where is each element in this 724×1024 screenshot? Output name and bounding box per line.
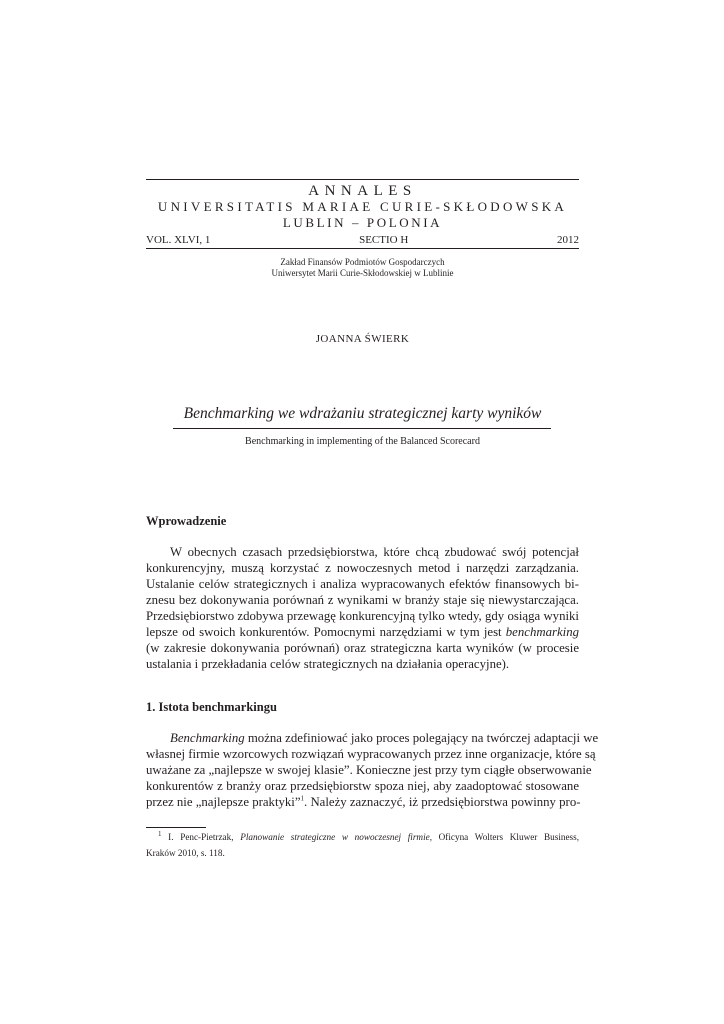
paragraph-line: Ustalanie celów strategicznych i analiza wypracowanych efektów finansowych bi-	[146, 577, 579, 591]
paragraph-line: konkurentów z branży oraz przedsiębiorstw spoza niej, aby zaadoptować stosowane	[146, 779, 579, 793]
footnote-line: Kraków 2010, s. 118.	[146, 848, 225, 858]
footnote-line	[158, 831, 579, 843]
paragraph-line: uważane za „najlepsze w swojej klasie”. Konieczne jest przy tym ciągłe obserwowanie	[146, 763, 592, 777]
paragraph-line: Przedsiębiorstwo zdobywa przewagę konkurencyjną tylko wtedy, gdy osiąga wyniki	[146, 609, 579, 623]
footnote-separator	[146, 827, 206, 828]
title-underline	[173, 428, 551, 429]
footnote-reference[interactable]: 1	[300, 794, 305, 803]
affiliation-line-1: Zakład Finansów Podmiotów Gospodarczych	[280, 257, 445, 267]
section-label: SECTIO H	[359, 234, 409, 246]
author-name: JOANNA ŚWIERK	[315, 333, 410, 345]
journal-name: ANNALES	[308, 183, 417, 199]
paper-subtitle: Benchmarking in implementing of the Balanced Scorecard	[245, 436, 480, 447]
paragraph-line	[146, 794, 579, 810]
paragraph-line: konkurencyjny, muszą korzystać z nowoczesnych metod i narzędzi zarządzania.	[146, 561, 579, 575]
text-run: . Należy zaznaczyć, iż przedsiębiorstwa powinny pro-	[304, 795, 581, 809]
paragraph-line: znesu bez dokonywania porównań z wynikami w branży staje się niewystarczająca.	[146, 593, 579, 607]
paragraph-line: własnej firmie wzorcowych rozwiązań wypracowanych przez inne organizacje, które są	[146, 747, 596, 761]
volume-row	[146, 233, 579, 247]
footnote-number: 1	[158, 829, 162, 838]
section-heading-benchmarking: 1. Istota benchmarkingu	[146, 700, 277, 714]
university-name: UNIVERSITATIS MARIAE CURIE-SKŁODOWSKA	[157, 199, 568, 214]
text-run: przez nie „najlepsze praktyki”	[146, 795, 301, 809]
text-run: I. Penc-Pietrzak,	[161, 832, 241, 842]
paragraph-line: (w zakresie dokonywania porównań) oraz strategiczna karta wyników (w procesie	[146, 641, 579, 655]
paragraph-line	[146, 624, 579, 640]
header-bottom-rule	[146, 248, 579, 249]
affiliation-line-2: Uniwersytet Marii Curie-Skłodowskiej w Lublinie	[271, 268, 454, 278]
cited-title: Planowanie strategiczne w nowoczesnej firmie	[240, 832, 430, 842]
paragraph-line	[170, 730, 599, 746]
header-top-rule	[146, 179, 579, 180]
paragraph-line: ustalania i przekładania celów strategicznych na działania operacyjne).	[146, 657, 510, 671]
section-heading-introduction: Wprowadzenie	[146, 514, 227, 528]
text-run: , Oficyna Wolters Kluwer Business,	[429, 832, 579, 842]
italic-term: benchmarking	[505, 625, 579, 639]
text-run: lepsze od swoich konkurentów. Pomocnymi narzędziami w tym jest	[146, 625, 506, 639]
text-run: można zdefiniować jako proces polegający na twórczej adaptacji we	[244, 731, 599, 745]
city-name: LUBLIN – POLONIA	[282, 215, 443, 230]
volume-number: VOL. XLVI, 1	[146, 234, 211, 246]
italic-term: Benchmarking	[170, 731, 245, 745]
paragraph-line: W obecnych czasach przedsiębiorstwa, które chcą zbudować swój potencjał	[170, 545, 579, 559]
year: 2012	[556, 234, 579, 246]
paper-title: Benchmarking we wdrażaniu strategicznej karty wyników	[183, 405, 542, 422]
